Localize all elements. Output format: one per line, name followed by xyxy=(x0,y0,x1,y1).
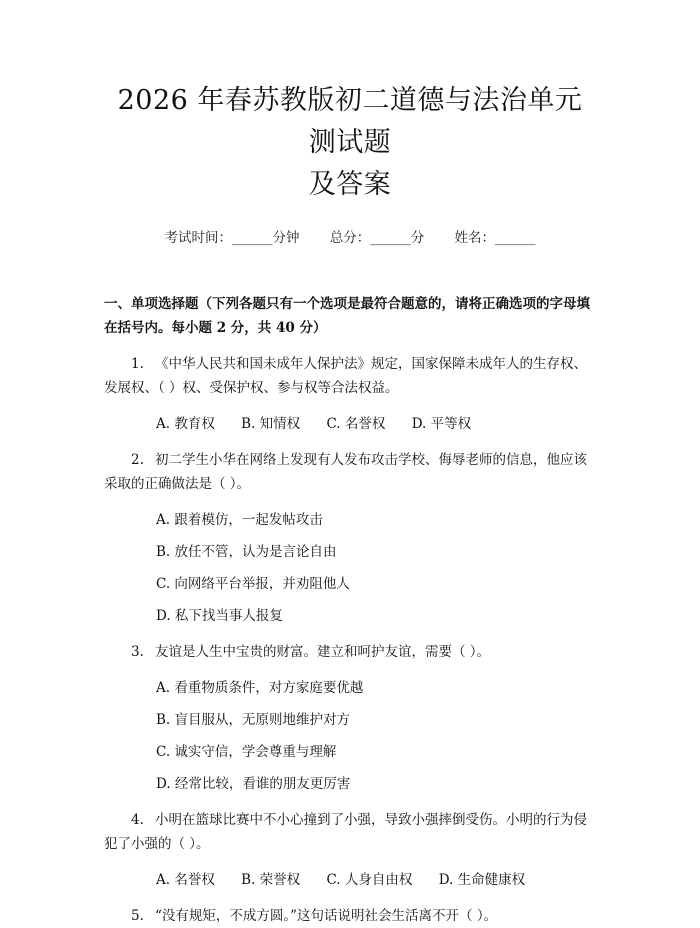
question-3-options xyxy=(104,676,596,796)
question-2-options xyxy=(104,508,596,628)
question-text: 初二学生小华在网络上发现有人发布攻击学校、侮辱老师的信息，他应该采取的正确做法是（ ）。 xyxy=(104,452,587,492)
question-3 xyxy=(104,640,596,664)
option-d: D. 私下找当事人报复 xyxy=(156,608,283,624)
exam-time: 考试时间：______分钟 xyxy=(164,230,300,246)
exam-meta xyxy=(104,228,596,248)
option-b: B. 知情权 xyxy=(241,416,301,432)
option-c: C. 诚实守信，学会尊重与理解 xyxy=(156,744,337,760)
section-heading: 一、单项选择题（下列各题只有一个选项是最符合题意的，请将正确选项的字母填在括号内。每小题 2 分，共 40 分） xyxy=(104,296,590,336)
question-1 xyxy=(104,352,596,400)
option-c: C. 名誉权 xyxy=(326,416,386,432)
question-number: 2. xyxy=(131,452,144,468)
option-a: A. 看重物质条件，对方家庭要优越 xyxy=(156,680,364,696)
question-number: 4. xyxy=(131,812,144,828)
option-b: B. 盲目服从，无原则地维护对方 xyxy=(156,712,351,728)
question-number: 3. xyxy=(131,644,144,660)
question-text: 《中华人民共和国未成年人保护法》规定，国家保障未成年人的生存权、发展权、（ ）权、受保护权、参与权等合法权益。 xyxy=(104,356,587,396)
option-c: C. 人身自由权 xyxy=(326,872,413,888)
question-5 xyxy=(104,904,596,928)
title-line-1: 2026 年春苏教版初二道德与法治单元测试题 xyxy=(117,85,583,158)
question-2 xyxy=(104,448,596,496)
exam-score: 总分：______分 xyxy=(329,230,425,246)
option-b: B. 放任不管，认为是言论自由 xyxy=(156,544,337,560)
option-b: B. 荣誉权 xyxy=(241,872,301,888)
option-d: D. 经常比较，看谁的朋友更厉害 xyxy=(156,776,351,792)
question-4-options xyxy=(104,868,596,892)
option-d: D. 生命健康权 xyxy=(438,872,526,888)
question-1-options xyxy=(104,412,596,436)
option-d: D. 平等权 xyxy=(411,416,472,432)
question-text: 小明在篮球比赛中不小心撞到了小强，导致小强摔倒受伤。小明的行为侵犯了小强的（ ）。 xyxy=(104,812,587,852)
page-title xyxy=(104,0,596,206)
question-text: 友谊是人生中宝贵的财富。建立和呵护友谊，需要（ ）。 xyxy=(155,644,491,660)
option-a: A. 教育权 xyxy=(156,416,215,432)
option-a: A. 跟着模仿，一起发帖攻击 xyxy=(156,512,323,528)
student-name: 姓名：______ xyxy=(454,230,536,246)
title-line-2: 及答案 xyxy=(308,169,392,200)
question-text: “没有规矩，不成方圆。”这句话说明社会生活离不开（ ）。 xyxy=(155,908,498,924)
option-a: A. 名誉权 xyxy=(156,872,215,888)
option-c: C. 向网络平台举报，并劝阻他人 xyxy=(156,576,350,592)
question-number: 5. xyxy=(131,908,144,924)
question-number: 1. xyxy=(131,356,144,372)
question-4 xyxy=(104,808,596,856)
